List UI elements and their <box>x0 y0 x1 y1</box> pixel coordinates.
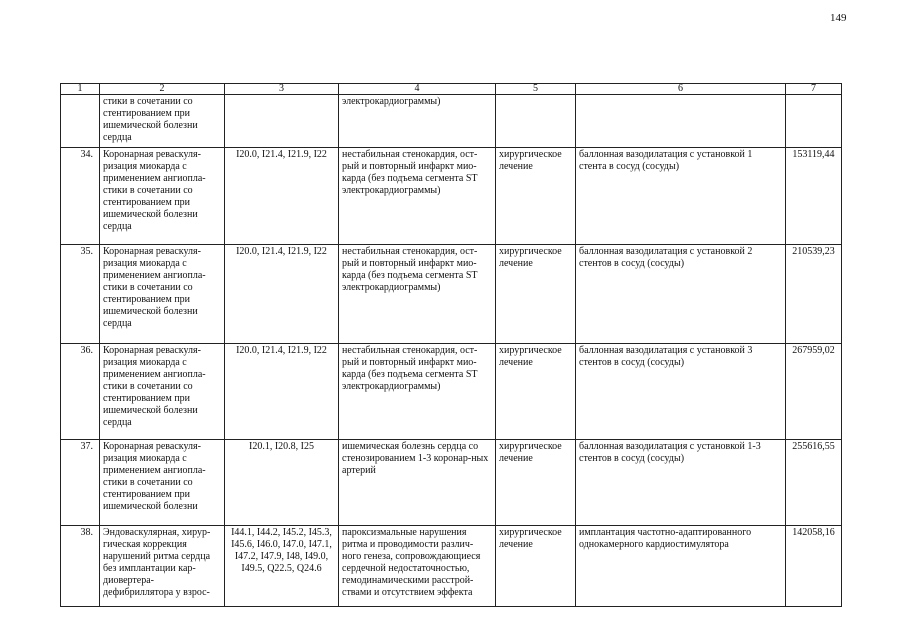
cell-cost: 142058,16 <box>786 526 842 607</box>
cell-treatment: хирургическое лечение <box>496 526 576 607</box>
cell-name: Эндоваскулярная, хирур-гическая коррекция нарушений ритма сердца без имплантации кар-диовертера-дефибриллятора у взрос- <box>100 526 225 607</box>
cell-method: баллонная вазодилатация с установкой 3 стентов в сосуд (сосуды) <box>576 344 786 440</box>
cell-num: 34. <box>61 148 100 245</box>
table-row <box>61 148 842 245</box>
cell-num: 37. <box>61 440 100 526</box>
cell-codes: I20.0, I21.4, I21.9, I22 <box>225 148 339 245</box>
column-header: 2 <box>100 84 225 95</box>
cell-method <box>576 95 786 148</box>
table-row <box>61 344 842 440</box>
table-row <box>61 245 842 344</box>
cell-treatment <box>496 95 576 148</box>
cell-num: 35. <box>61 245 100 344</box>
cell-codes: I20.0, I21.4, I21.9, I22 <box>225 245 339 344</box>
cell-codes: I44.1, I44.2, I45.2, I45.3, I45.6, I46.0, I47.0, I47.1, I47.2, I47.9, I48, I49.0, I49.5, Q22.5, Q24.6 <box>225 526 339 607</box>
cell-method: баллонная вазодилатация с установкой 1 стента в сосуд (сосуды) <box>576 148 786 245</box>
cell-diagnosis: пароксизмальные нарушения ритма и проводимости различ-ного генеза, сопровождающиеся сердечной недостаточностью, гемодинамическими расстрой-ствами и отсутствием эффекта <box>339 526 496 607</box>
page-number: 149 <box>830 12 847 24</box>
header-row <box>61 84 842 95</box>
cell-method: баллонная вазодилатация с установкой 1-3 стентов в сосуд (сосуды) <box>576 440 786 526</box>
cell-codes <box>225 95 339 148</box>
cell-name: Коронарная реваскуля-ризация миокарда с применением ангиопла-стики в сочетании со стентированием при ишемической болезни <box>100 440 225 526</box>
cell-codes: I20.1, I20.8, I25 <box>225 440 339 526</box>
column-header: 7 <box>786 84 842 95</box>
cell-cost: 153119,44 <box>786 148 842 245</box>
tariff-table <box>60 83 842 607</box>
table-row <box>61 440 842 526</box>
cell-cost <box>786 95 842 148</box>
cell-cost: 267959,02 <box>786 344 842 440</box>
column-header: 6 <box>576 84 786 95</box>
cell-name: Коронарная реваскуля-ризация миокарда с применением ангиопла-стики в сочетании со стентированием при ишемической болезни сердца <box>100 148 225 245</box>
cell-codes: I20.0, I21.4, I21.9, I22 <box>225 344 339 440</box>
cell-cost: 210539,23 <box>786 245 842 344</box>
cell-name: Коронарная реваскуля-ризация миокарда с применением ангиопла-стики в сочетании со стентированием при ишемической болезни сердца <box>100 245 225 344</box>
column-header: 1 <box>61 84 100 95</box>
table-row-continuation <box>61 95 842 148</box>
column-header: 3 <box>225 84 339 95</box>
cell-treatment: хирургическое лечение <box>496 148 576 245</box>
cell-method: имплантация частотно-адаптированного однокамерного кардиостимулятора <box>576 526 786 607</box>
column-header: 5 <box>496 84 576 95</box>
cell-treatment: хирургическое лечение <box>496 344 576 440</box>
cell-diagnosis: электрокардиограммы) <box>339 95 496 148</box>
cell-treatment: хирургическое лечение <box>496 245 576 344</box>
cell-num <box>61 95 100 148</box>
table-row <box>61 526 842 607</box>
cell-method: баллонная вазодилатация с установкой 2 стентов в сосуд (сосуды) <box>576 245 786 344</box>
cell-diagnosis: нестабильная стенокардия, ост-рый и повторный инфаркт мио-карда (без подъема сегмента ST электрокардиограммы) <box>339 344 496 440</box>
cell-treatment: хирургическое лечение <box>496 440 576 526</box>
cell-cost: 255616,55 <box>786 440 842 526</box>
cell-num: 36. <box>61 344 100 440</box>
column-header: 4 <box>339 84 496 95</box>
cell-diagnosis: нестабильная стенокардия, ост-рый и повторный инфаркт мио-карда (без подъема сегмента ST электрокардиограммы) <box>339 148 496 245</box>
cell-diagnosis: нестабильная стенокардия, ост-рый и повторный инфаркт мио-карда (без подъема сегмента ST электрокардиограммы) <box>339 245 496 344</box>
cell-name: Коронарная реваскуля-ризация миокарда с применением ангиопла-стики в сочетании со стентированием при ишемической болезни сердца <box>100 344 225 440</box>
cell-num: 38. <box>61 526 100 607</box>
cell-name: стики в сочетании со стентированием при ишемической болезни сердца <box>100 95 225 148</box>
cell-diagnosis: ишемическая болезнь сердца со стенозированием 1-3 коронар-ных артерий <box>339 440 496 526</box>
